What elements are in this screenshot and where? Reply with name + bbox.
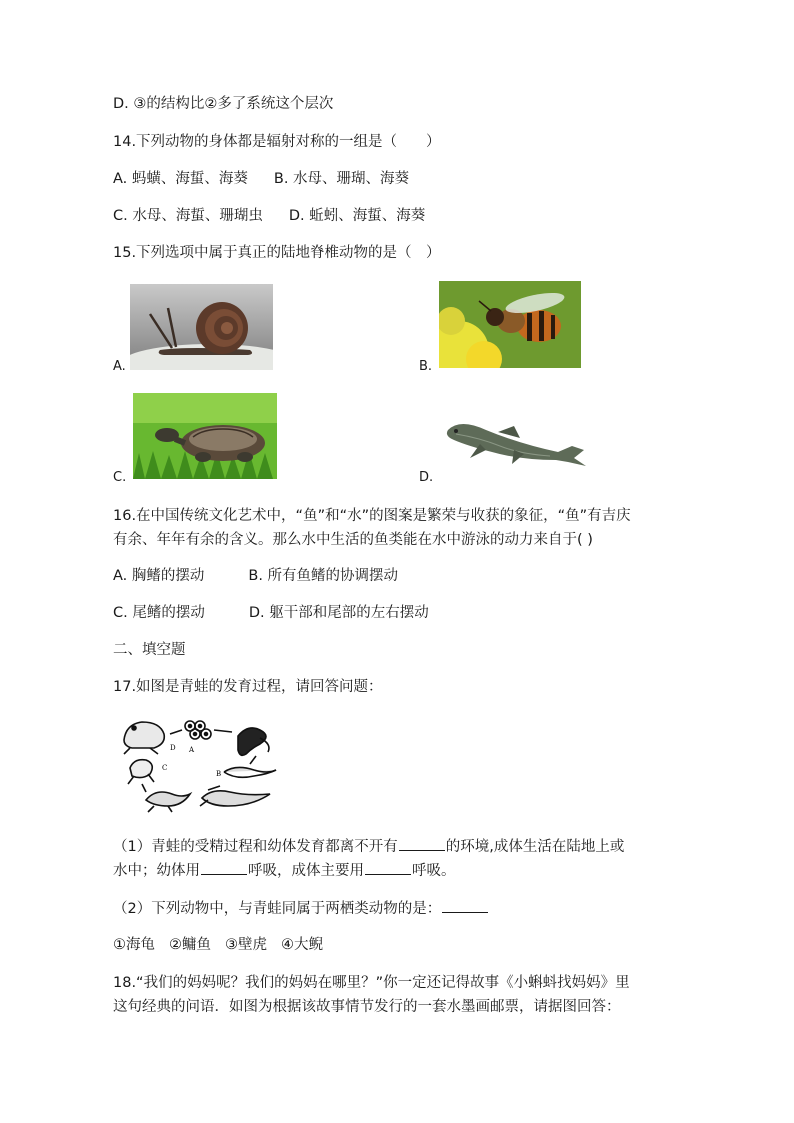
q13-option-d: D. ③的结构比②多了系统这个层次 [113, 96, 334, 112]
q16-option-d: D. 躯干部和尾部的左右摆动 [248, 605, 429, 621]
q17-blank-4[interactable] [442, 898, 488, 913]
q15-label-d: D. [419, 470, 434, 485]
q17-choice-3: ③壁虎 [225, 937, 267, 953]
frog-lifecycle-diagram [120, 714, 282, 814]
q17-blank-2[interactable] [201, 860, 247, 875]
q17-choice-4: ④大鲵 [281, 937, 323, 953]
q14-option-b: B. 水母、珊瑚、海葵 [273, 171, 410, 187]
q17-choice-1: ①海龟 [113, 937, 155, 953]
q16-options-row1 [113, 566, 398, 586]
q17-part1-text-e: 呼吸。 [412, 863, 456, 879]
q17-choices [113, 935, 323, 955]
q18-line2: 这句经典的问语．如图为根据该故事情节发行的一套水墨画邮票，请据图回答： [113, 999, 621, 1015]
q17-part2 [113, 898, 489, 919]
q17-part1-line2 [113, 860, 456, 881]
q17-part1-text-d: 呼吸，成体主要用 [248, 863, 364, 879]
bee-image [439, 281, 581, 368]
q14-options-row2 [113, 206, 425, 226]
q14-option-d: D. 蚯蚓、海蜇、海葵 [288, 208, 426, 224]
q15-label-a: A. [113, 359, 126, 374]
q15-stem: 15.下列选项中属于真正的陆地脊椎动物的是（ ） [113, 245, 441, 261]
q17-part1-line1 [113, 836, 624, 857]
q17-part1-text-b: 的环境,成体生活在陆地上或 [445, 839, 625, 855]
diagram-label-a: A [189, 746, 195, 754]
q14-stem: 14.下列动物的身体都是辐射对称的一组是（ ） [113, 134, 441, 150]
q15-label-b: B. [419, 359, 433, 374]
q17-choice-2: ②鳙鱼 [169, 937, 211, 953]
q17-blank-1[interactable] [399, 836, 445, 851]
q16-option-b: B. 所有鱼鳍的协调摆动 [248, 568, 399, 584]
diagram-label-b: B [216, 770, 222, 778]
q14-options-row1 [113, 169, 409, 189]
q17-part1-text-a: （1）青蛙的受精过程和幼体发育都离不开有 [113, 839, 398, 855]
q17-part1-text-c: 水中；幼体用 [113, 863, 200, 879]
diagram-label-c: C [162, 764, 168, 772]
section-title: 二、填空题 [113, 642, 186, 658]
turtle-image [133, 393, 277, 479]
q14-option-a: A. 蚂蟥、海蜇、海葵 [113, 171, 248, 187]
q16-option-a: A. 胸鳍的摆动 [113, 568, 205, 584]
snail-image [130, 284, 273, 370]
q17-blank-3[interactable] [365, 860, 411, 875]
q16-stem-line1: 16.在中国传统文化艺术中，“鱼”和“水”的图案是繁荣与收获的象征，“鱼”有吉庆 [113, 508, 631, 524]
fish-image [440, 416, 586, 472]
q16-options-row2 [113, 603, 429, 623]
q18-line1: 18.“我们的妈妈呢？我们的妈妈在哪里？”你一定还记得故事《小蝌蚪找妈妈》里 [113, 975, 630, 991]
q17-part2-text: （2）下列动物中，与青蛙同属于两栖类动物的是： [113, 901, 442, 917]
q16-stem-line2: 有余、年年有余的含义。那么水中生活的鱼类能在水中游泳的动力来自于( ) [113, 532, 593, 548]
q17-stem: 17.如图是青蛙的发育过程，请回答问题： [113, 679, 383, 695]
q15-label-c: C. [113, 470, 127, 485]
q16-option-c: C. 尾鳍的摆动 [113, 605, 205, 621]
diagram-label-d: D [170, 744, 176, 752]
q14-option-c: C. 水母、海蜇、珊瑚虫 [113, 208, 263, 224]
